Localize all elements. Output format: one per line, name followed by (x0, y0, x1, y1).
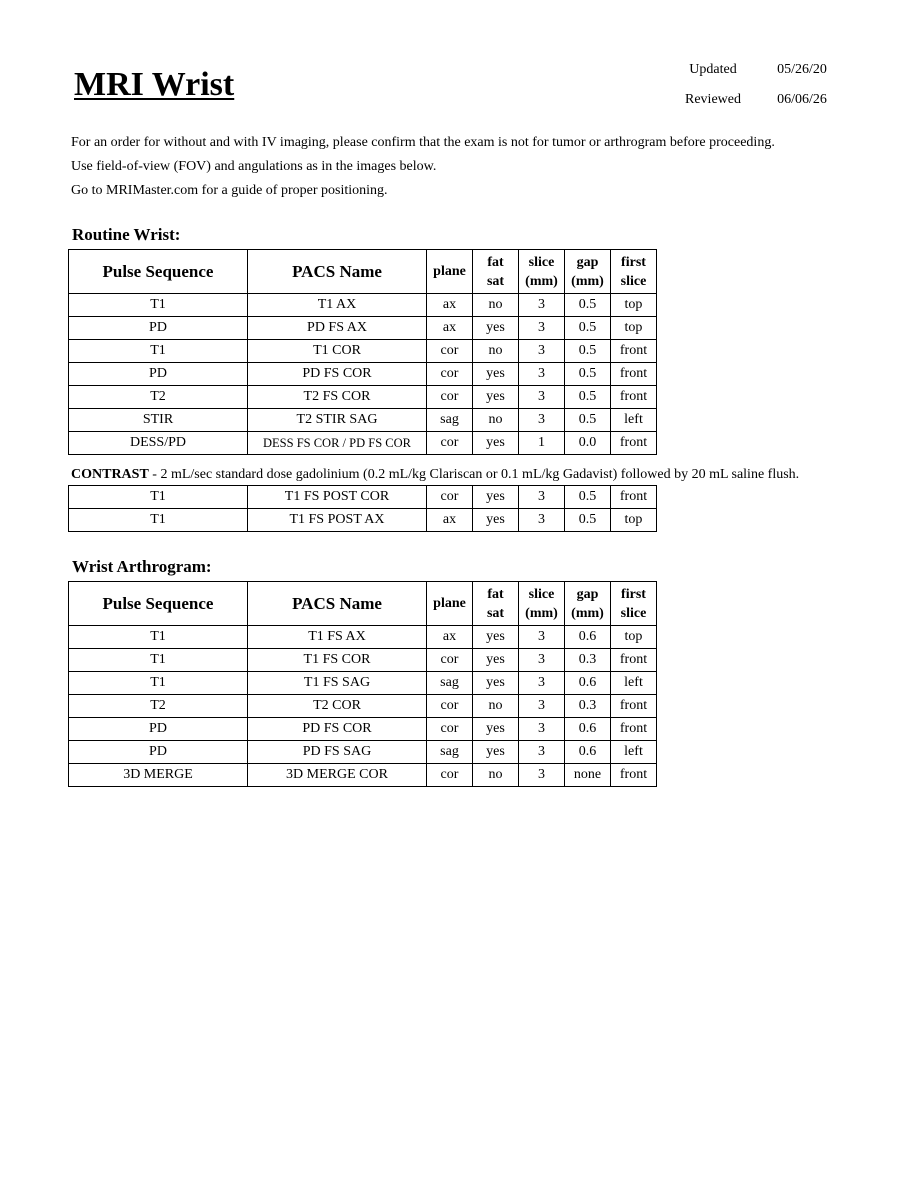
routine-heading: Routine Wrist: (72, 225, 181, 244)
header-fat-sat-line2: sat (486, 273, 505, 289)
cell-plane: sag (427, 409, 473, 432)
cell-plane: ax (427, 294, 473, 317)
header-gap-line1: gap (576, 586, 599, 602)
header-fat-sat-line2: sat (486, 605, 505, 621)
cell-first-slice: front (611, 649, 657, 672)
cell-slice: 3 (519, 486, 565, 509)
cell-slice: 3 (519, 363, 565, 386)
cell-pulse-sequence: 3D MERGE (69, 764, 248, 787)
cell-pulse-sequence: PD (69, 718, 248, 741)
cell-slice: 3 (519, 509, 565, 532)
header-slice (519, 250, 565, 294)
cell-slice: 3 (519, 317, 565, 340)
cell-gap: 0.6 (565, 626, 611, 649)
routine-table-body (69, 294, 657, 455)
reviewed-date: 06/06/26 (777, 92, 827, 107)
table-header-row (69, 582, 657, 626)
cell-pacs-name: PD FS SAG (248, 741, 427, 764)
intro-line-2: Use field-of-view (FOV) and angulations as in the images below. (71, 159, 437, 174)
cell-slice: 3 (519, 672, 565, 695)
cell-first-slice: front (611, 764, 657, 787)
cell-slice: 3 (519, 718, 565, 741)
cell-first-slice: front (611, 486, 657, 509)
header-first-slice (611, 250, 657, 294)
table-row (69, 409, 657, 432)
cell-first-slice: top (611, 317, 657, 340)
reviewed-label: Reviewed (685, 92, 741, 107)
cell-fat-sat: yes (473, 718, 519, 741)
cell-fat-sat: yes (473, 626, 519, 649)
cell-fat-sat: yes (473, 432, 519, 455)
cell-plane: cor (427, 386, 473, 409)
header-fat-sat (473, 582, 519, 626)
header-slice (519, 582, 565, 626)
cell-slice: 3 (519, 626, 565, 649)
cell-fat-sat: yes (473, 363, 519, 386)
cell-plane: cor (427, 340, 473, 363)
cell-plane: cor (427, 718, 473, 741)
cell-first-slice: front (611, 386, 657, 409)
updated-date: 05/26/20 (777, 62, 827, 77)
table-row (69, 672, 657, 695)
cell-pacs-name: T1 FS AX (248, 626, 427, 649)
cell-pacs-name: T1 FS POST COR (248, 486, 427, 509)
cell-pacs-name: DESS FS COR / PD FS COR (248, 432, 427, 455)
header-slice-line2: (mm) (525, 605, 558, 621)
intro-line-3: Go to MRIMaster.com for a guide of proper positioning. (71, 183, 388, 198)
cell-pulse-sequence: T1 (69, 649, 248, 672)
cell-first-slice: top (611, 626, 657, 649)
cell-fat-sat: no (473, 695, 519, 718)
cell-slice: 3 (519, 764, 565, 787)
cell-pulse-sequence: PD (69, 317, 248, 340)
table-row (69, 294, 657, 317)
cell-fat-sat: yes (473, 649, 519, 672)
cell-plane: sag (427, 741, 473, 764)
cell-plane: ax (427, 626, 473, 649)
cell-gap: 0.3 (565, 649, 611, 672)
cell-fat-sat: yes (473, 741, 519, 764)
cell-plane: cor (427, 486, 473, 509)
cell-first-slice: top (611, 509, 657, 532)
page-title: MRI Wrist (74, 66, 235, 103)
contrast-label: CONTRAST (71, 467, 149, 482)
arthrogram-table-body (69, 626, 657, 787)
cell-pacs-name: T1 FS COR (248, 649, 427, 672)
cell-pacs-name: T2 FS COR (248, 386, 427, 409)
header-gap (565, 582, 611, 626)
cell-slice: 3 (519, 649, 565, 672)
table-row (69, 363, 657, 386)
cell-pacs-name: T1 FS POST AX (248, 509, 427, 532)
table-row (69, 486, 657, 509)
cell-pulse-sequence: DESS/PD (69, 432, 248, 455)
cell-fat-sat: yes (473, 509, 519, 532)
cell-fat-sat: yes (473, 317, 519, 340)
cell-fat-sat: yes (473, 386, 519, 409)
contrast-text: - 2 mL/sec standard dose gadolinium (0.2 mL/kg Clariscan or 0.1 mL/kg Gadavist) followed by 20 mL saline flush. (148, 467, 800, 482)
table-row (69, 741, 657, 764)
header-slice-line2: (mm) (525, 273, 558, 289)
cell-gap: 0.6 (565, 672, 611, 695)
contrast-table (68, 485, 657, 532)
cell-first-slice: front (611, 718, 657, 741)
cell-pulse-sequence: PD (69, 363, 248, 386)
cell-pulse-sequence: T1 (69, 294, 248, 317)
cell-fat-sat: yes (473, 672, 519, 695)
cell-gap: 0.5 (565, 486, 611, 509)
cell-pacs-name: PD FS AX (248, 317, 427, 340)
cell-slice: 3 (519, 409, 565, 432)
header-first-slice (611, 582, 657, 626)
contrast-table-body (69, 486, 657, 532)
arthrogram-heading: Wrist Arthrogram: (72, 557, 212, 576)
cell-pacs-name: PD FS COR (248, 718, 427, 741)
header-slice-line1: slice (528, 586, 555, 602)
cell-pulse-sequence: T2 (69, 386, 248, 409)
cell-pacs-name: T1 FS SAG (248, 672, 427, 695)
header-pacs-name: PACS Name (248, 582, 427, 626)
cell-gap: 0.5 (565, 340, 611, 363)
cell-first-slice: left (611, 741, 657, 764)
table-header-row (69, 250, 657, 294)
cell-gap: 0.0 (565, 432, 611, 455)
table-row (69, 509, 657, 532)
header-pulse-sequence: Pulse Sequence (69, 582, 248, 626)
cell-pulse-sequence: T1 (69, 509, 248, 532)
contrast-note (71, 467, 799, 483)
cell-fat-sat: no (473, 409, 519, 432)
cell-pacs-name: PD FS COR (248, 363, 427, 386)
cell-fat-sat: no (473, 764, 519, 787)
cell-slice: 3 (519, 340, 565, 363)
cell-gap: 0.5 (565, 386, 611, 409)
cell-plane: cor (427, 649, 473, 672)
cell-pulse-sequence: T1 (69, 340, 248, 363)
cell-slice: 3 (519, 741, 565, 764)
cell-first-slice: top (611, 294, 657, 317)
cell-plane: cor (427, 764, 473, 787)
cell-gap: 0.5 (565, 409, 611, 432)
cell-pulse-sequence: STIR (69, 409, 248, 432)
cell-plane: cor (427, 363, 473, 386)
table-row (69, 718, 657, 741)
intro-line-1: For an order for without and with IV imaging, please confirm that the exam is not for tumor or arthrogram before proceeding. (71, 135, 775, 150)
header-pacs-name: PACS Name (248, 250, 427, 294)
cell-gap: 0.6 (565, 718, 611, 741)
routine-table (68, 249, 657, 455)
table-row (69, 432, 657, 455)
cell-pacs-name: 3D MERGE COR (248, 764, 427, 787)
header-first-slice-line1: first (621, 586, 646, 602)
header-fat-sat (473, 250, 519, 294)
header-pulse-sequence: Pulse Sequence (69, 250, 248, 294)
header-first-slice-line1: first (621, 254, 646, 270)
header-gap (565, 250, 611, 294)
header-fat-sat-line1: fat (487, 254, 504, 270)
header-gap-line1: gap (576, 254, 599, 270)
table-row (69, 386, 657, 409)
cell-slice: 3 (519, 695, 565, 718)
header-plane: plane (427, 250, 473, 294)
table-row (69, 649, 657, 672)
cell-pulse-sequence: T1 (69, 486, 248, 509)
header-gap-line2: (mm) (571, 605, 604, 621)
cell-slice: 1 (519, 432, 565, 455)
cell-plane: sag (427, 672, 473, 695)
header-gap-line2: (mm) (571, 273, 604, 289)
cell-pacs-name: T1 AX (248, 294, 427, 317)
cell-gap: 0.5 (565, 317, 611, 340)
cell-fat-sat: no (473, 294, 519, 317)
cell-pulse-sequence: T2 (69, 695, 248, 718)
cell-fat-sat: no (473, 340, 519, 363)
cell-first-slice: front (611, 695, 657, 718)
cell-pulse-sequence: PD (69, 741, 248, 764)
cell-plane: ax (427, 509, 473, 532)
cell-pulse-sequence: T1 (69, 626, 248, 649)
cell-gap: 0.5 (565, 294, 611, 317)
header-fat-sat-line1: fat (487, 586, 504, 602)
cell-first-slice: left (611, 672, 657, 695)
cell-gap: 0.5 (565, 509, 611, 532)
header-plane: plane (427, 582, 473, 626)
cell-pulse-sequence: T1 (69, 672, 248, 695)
cell-pacs-name: T2 STIR SAG (248, 409, 427, 432)
cell-first-slice: front (611, 340, 657, 363)
cell-slice: 3 (519, 294, 565, 317)
cell-first-slice: front (611, 432, 657, 455)
cell-plane: cor (427, 695, 473, 718)
cell-gap: 0.3 (565, 695, 611, 718)
header-first-slice-line2: slice (620, 273, 647, 289)
table-row (69, 317, 657, 340)
table-row (69, 695, 657, 718)
cell-fat-sat: yes (473, 486, 519, 509)
arthrogram-table (68, 581, 657, 787)
cell-gap: 0.5 (565, 363, 611, 386)
cell-slice: 3 (519, 386, 565, 409)
header-slice-line1: slice (528, 254, 555, 270)
cell-plane: cor (427, 432, 473, 455)
cell-first-slice: left (611, 409, 657, 432)
cell-gap: 0.6 (565, 741, 611, 764)
cell-pacs-name: T2 COR (248, 695, 427, 718)
cell-pacs-name: T1 COR (248, 340, 427, 363)
cell-gap: none (565, 764, 611, 787)
table-row (69, 626, 657, 649)
cell-first-slice: front (611, 363, 657, 386)
cell-plane: ax (427, 317, 473, 340)
table-row (69, 340, 657, 363)
table-row (69, 764, 657, 787)
updated-label: Updated (689, 62, 737, 77)
header-first-slice-line2: slice (620, 605, 647, 621)
